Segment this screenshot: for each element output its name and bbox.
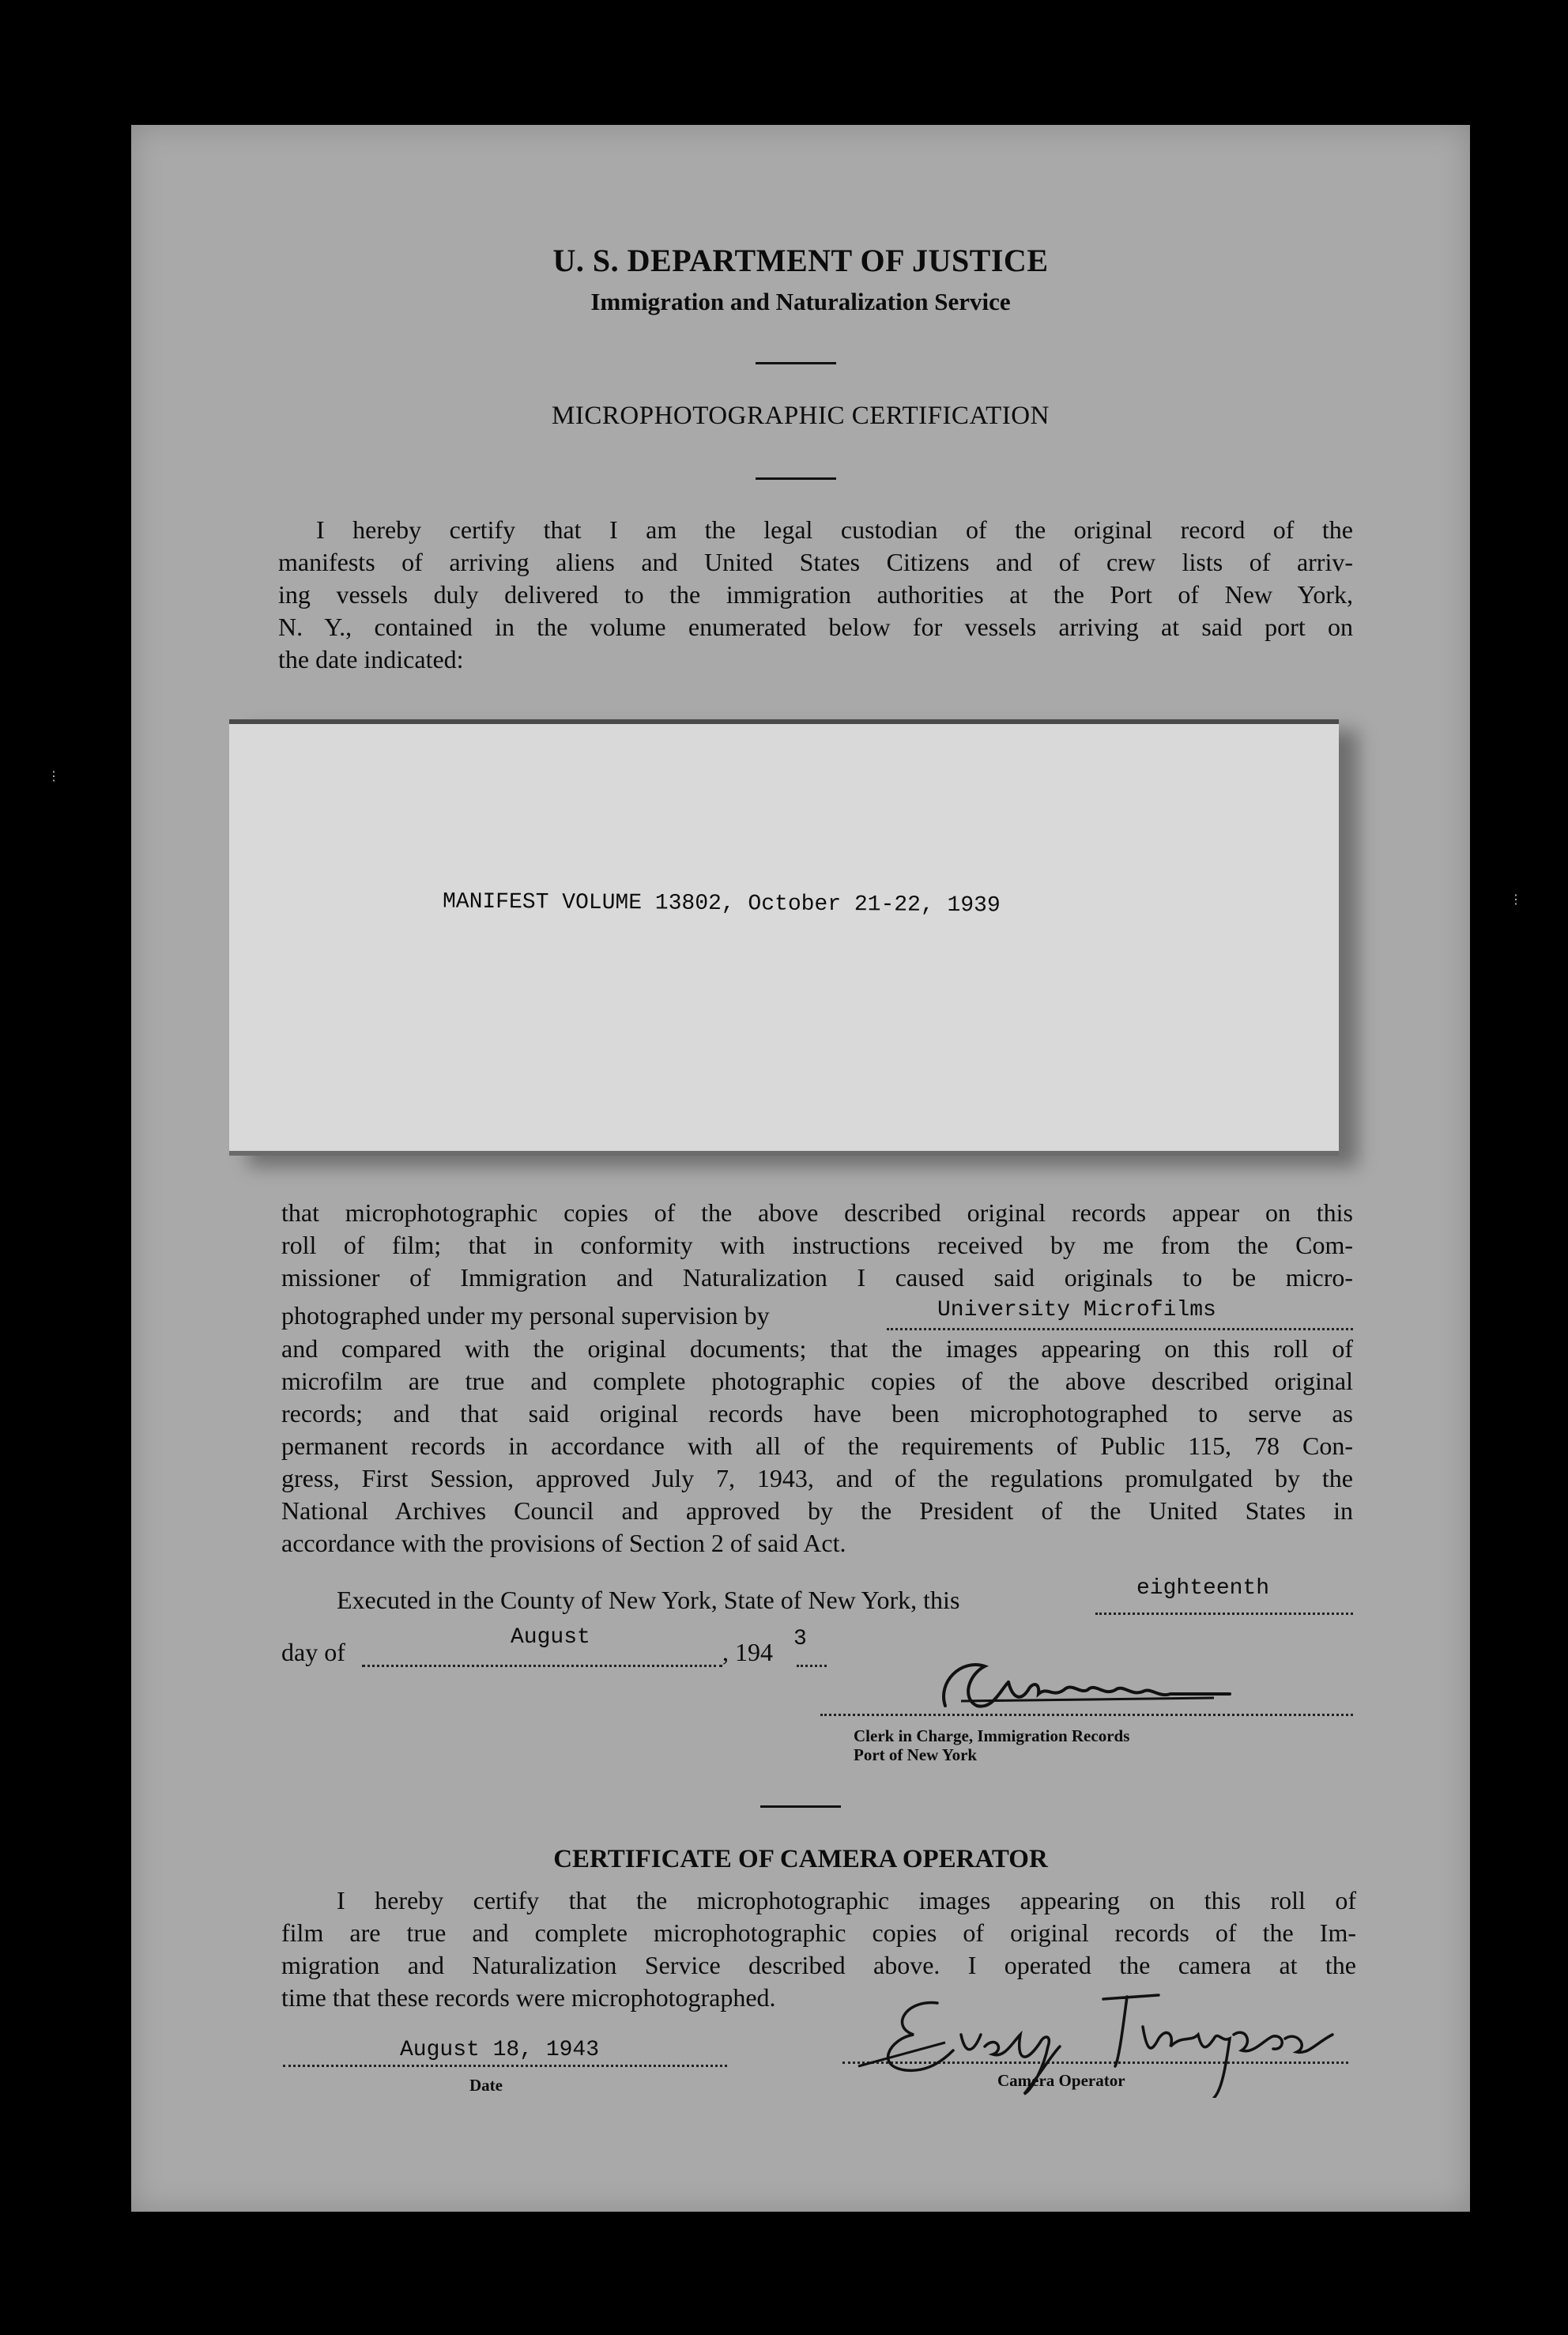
body-line: that microphotographic copies of the above described original records appear on this: [281, 1198, 1353, 1227]
date-label: Date: [469, 2076, 503, 2095]
clerk-title-line2: Port of New York: [854, 1745, 978, 1764]
camera-cert-line: I hereby certify that the microphotographic images appearing on this roll of: [337, 1886, 1356, 1914]
divider-rule: [756, 362, 836, 364]
year-digit: 3: [793, 1627, 807, 1651]
body-line: roll of film; that in conformity with instructions received by me from the Com-: [281, 1231, 1353, 1259]
certificate-page: [131, 125, 1470, 2212]
camera-cert-line: time that these records were microphotographed.: [281, 1983, 776, 2012]
supervision-by-value: University Microfilms: [937, 1298, 1216, 1322]
date-value: August 18, 1943: [400, 2038, 600, 2062]
execution-label: Executed in the County of New York, State of New York, this: [337, 1586, 960, 1614]
service-subheading: Immigration and Naturalization Service: [590, 288, 1011, 315]
intro-line: N. Y., contained in the volume enumerated below for vessels arriving at said port on: [278, 613, 1353, 641]
clerk-signature: [914, 1650, 1246, 1722]
supervision-fill-line: [887, 1328, 1353, 1330]
year-prefix: , 194: [722, 1638, 773, 1666]
execution-day-fill-line: [1095, 1613, 1353, 1615]
body-line: permanent records in accordance with all of the requirements of Public 115, 78 Con-: [281, 1432, 1353, 1460]
camera-operator-label: Camera Operator: [997, 2071, 1125, 2090]
month-value: August: [511, 1625, 590, 1650]
intro-line: the date indicated:: [278, 645, 464, 673]
execution-day-value: eighteenth: [1136, 1576, 1270, 1601]
manifest-volume-card: [229, 719, 1339, 1156]
day-of-label: day of: [281, 1638, 345, 1666]
intro-line: manifests of arriving aliens and United States Citizens and of crew lists of arriv-: [278, 548, 1353, 576]
body-line: records; and that said original records have been microphotographed to serve as: [281, 1399, 1353, 1428]
year-fill-line: [797, 1665, 827, 1667]
body-line: missioner of Immigration and Naturalization I caused said originals to be micro-: [281, 1263, 1353, 1292]
body-line: gress, First Session, approved July 7, 1943, and of the regulations promulgated by the: [281, 1464, 1353, 1492]
date-fill-line: [283, 2065, 727, 2067]
body-line: National Archives Council and approved by the President of the United States in: [281, 1496, 1353, 1525]
film-edge-mark: ⋮: [1510, 893, 1522, 907]
camera-cert-line: migration and Naturalization Service described above. I operated the camera at the: [281, 1951, 1356, 1979]
clerk-title-line1: Clerk in Charge, Immigration Records: [854, 1726, 1130, 1745]
body-line: accordance with the provisions of Section 2 of said Act.: [281, 1529, 846, 1557]
camera-certificate-title: CERTIFICATE OF CAMERA OPERATOR: [553, 1845, 1048, 1873]
manifest-volume-text: MANIFEST VOLUME 13802, October 21-22, 1939: [442, 889, 1001, 919]
intro-line: I hereby certify that I am the legal custodian of the original record of the: [316, 515, 1353, 544]
camera-cert-line: film are true and complete microphotographic copies of original records of the Im-: [281, 1918, 1356, 1947]
month-fill-line: [362, 1665, 722, 1667]
intro-line: ing vessels duly delivered to the immigration authorities at the Port of New York,: [278, 580, 1353, 609]
film-edge-mark: ⋮: [47, 770, 60, 783]
certification-title: MICROPHOTOGRAPHIC CERTIFICATION: [552, 402, 1050, 430]
divider-rule: [760, 1805, 841, 1808]
department-heading: U. S. DEPARTMENT OF JUSTICE: [552, 243, 1049, 278]
body-line: microfilm are true and complete photographic copies of the above described original: [281, 1367, 1353, 1395]
divider-rule: [756, 477, 836, 480]
supervision-label: photographed under my personal supervision by: [281, 1301, 770, 1330]
body-line: and compared with the original documents; that the images appearing on this roll of: [281, 1334, 1353, 1363]
